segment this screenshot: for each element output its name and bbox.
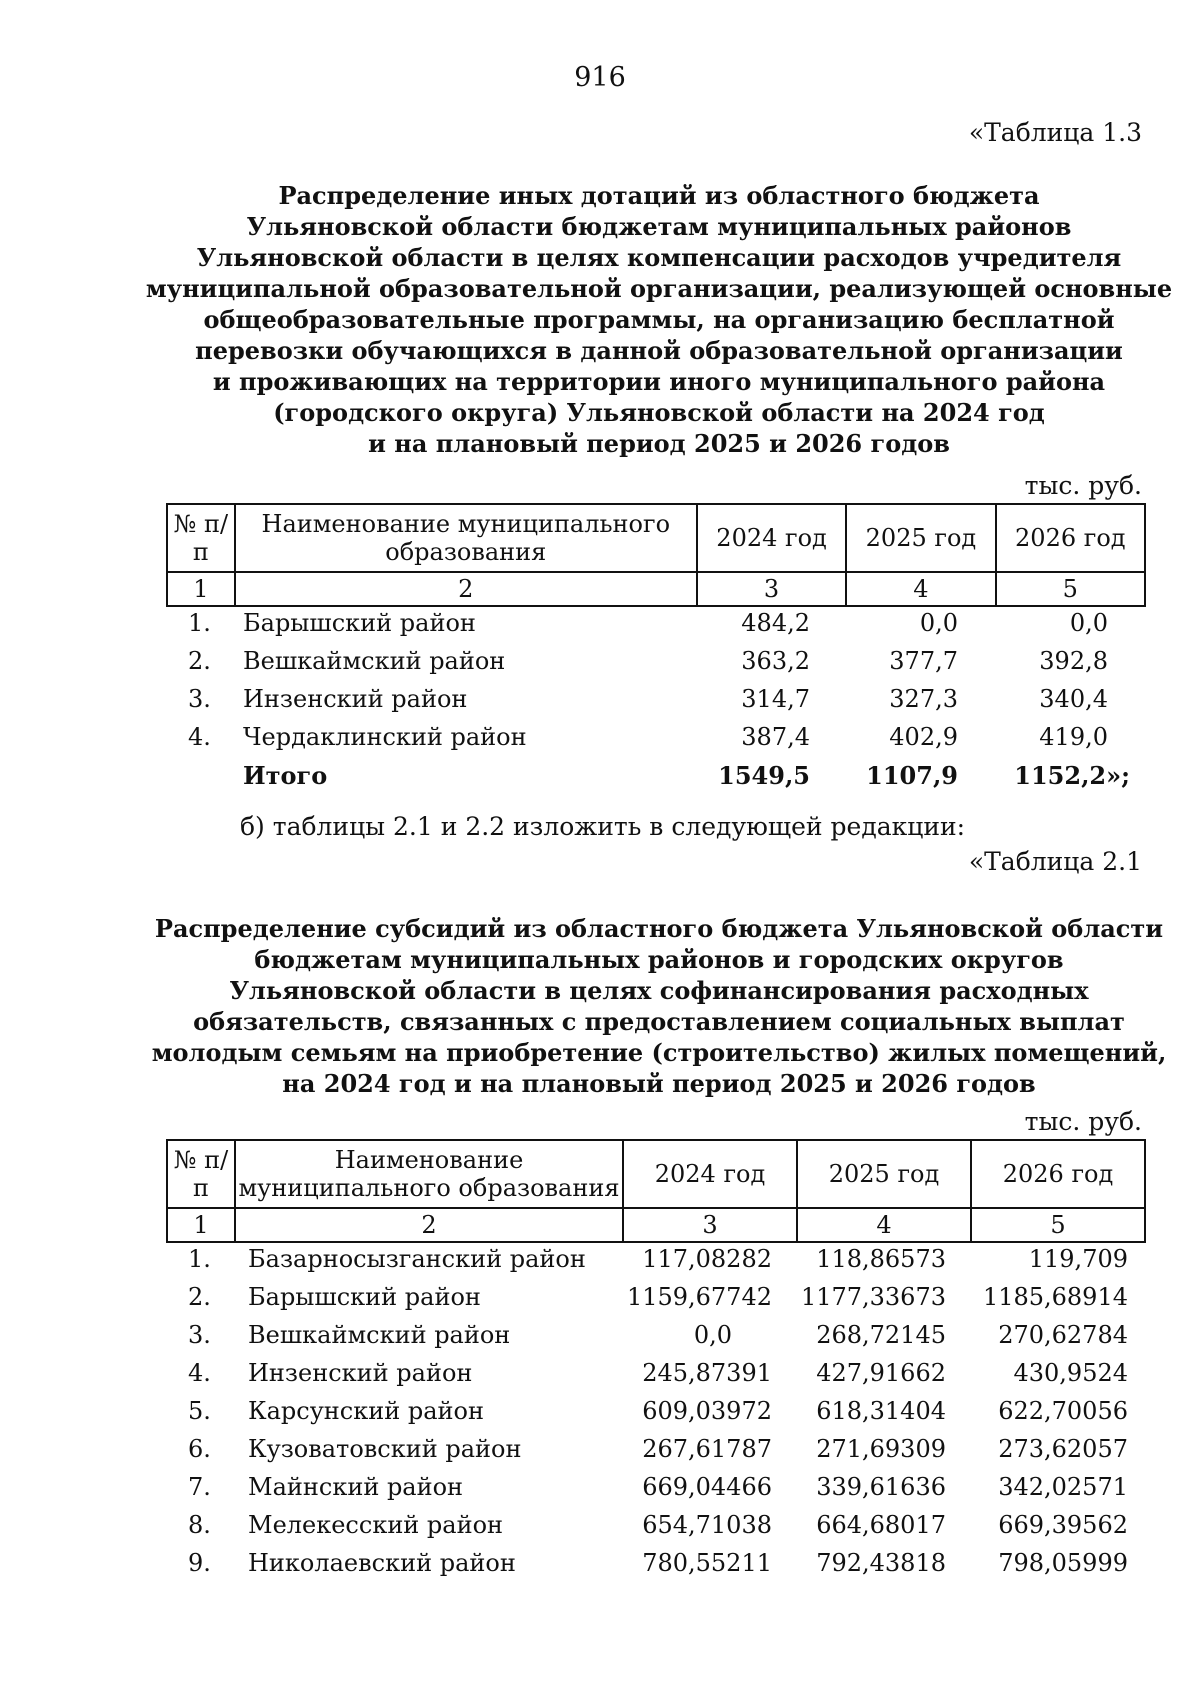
section1-table-body [0, 609, 1200, 799]
row-2024: 669,04466 [642, 1473, 772, 1501]
row-num: 3. [188, 1321, 211, 1349]
col-2024-header: 2024 год [623, 1140, 797, 1208]
section1-title [120, 180, 1198, 459]
col-num-header: № п/п [167, 1140, 235, 1208]
total-label: Итого [243, 761, 328, 790]
title-line: бюджетам муниципальных районов и городских округов [254, 945, 1064, 974]
title-line: обязательств, связанных с предоставлением социальных выплат [193, 1007, 1125, 1036]
row-num: 4. [188, 723, 211, 751]
row-2026: 273,62057 [998, 1435, 1128, 1463]
row-2025: 402,9 [889, 723, 958, 751]
row-2025: 268,72145 [816, 1321, 946, 1349]
row-name: Барышский район [243, 609, 476, 637]
total-row [0, 761, 1200, 799]
row-2026: 430,9524 [1013, 1359, 1128, 1387]
row-2026: 392,8 [1039, 647, 1108, 675]
row-num: 2. [188, 1283, 211, 1311]
title-line: общеобразовательные программы, на организацию бесплатной [203, 305, 1115, 334]
col-2026-header: 2026 год [971, 1140, 1145, 1208]
col-number: 1 [167, 572, 235, 606]
row-2026: 270,62784 [998, 1321, 1128, 1349]
table-row [0, 1549, 1200, 1587]
row-2024: 117,08282 [642, 1245, 772, 1273]
title-line: Ульяновской области бюджетам муниципальных районов [246, 212, 1072, 241]
row-2026: 1185,68914 [982, 1283, 1128, 1311]
row-2025: 618,31404 [816, 1397, 946, 1425]
title-line: Ульяновской области в целях компенсации расходов учредителя [196, 243, 1122, 272]
row-2024: 267,61787 [642, 1435, 772, 1463]
row-num: 1. [188, 609, 211, 637]
row-name: Николаевский район [248, 1549, 516, 1577]
table-row [0, 609, 1200, 647]
table-row [0, 1511, 1200, 1549]
row-2025: 339,61636 [816, 1473, 946, 1501]
row-num: 2. [188, 647, 211, 675]
row-2024: 780,55211 [642, 1549, 772, 1577]
table-row [0, 1435, 1200, 1473]
row-name: Инзенский район [243, 685, 468, 713]
row-2026: 340,4 [1039, 685, 1108, 713]
row-2025: 118,86573 [816, 1245, 946, 1273]
row-2025: 377,7 [889, 647, 958, 675]
row-2025: 1177,33673 [800, 1283, 946, 1311]
col-number: 5 [996, 572, 1145, 606]
row-num: 7. [188, 1473, 211, 1501]
row-2026: 798,05999 [998, 1549, 1128, 1577]
units-label: тыс. руб. [1024, 471, 1142, 500]
col-name-header: Наименование муниципального образования [235, 504, 697, 572]
row-2026: 622,70056 [998, 1397, 1128, 1425]
row-2024: 245,87391 [642, 1359, 772, 1387]
row-2025: 327,3 [889, 685, 958, 713]
row-2025: 792,43818 [816, 1549, 946, 1577]
row-num: 3. [188, 685, 211, 713]
col-num-header: № п/п [167, 504, 235, 572]
col-number: 3 [623, 1208, 797, 1242]
section2-table-body [0, 1245, 1200, 1587]
row-num: 9. [188, 1549, 211, 1577]
title-line: и на плановый период 2025 и 2026 годов [368, 429, 950, 458]
title-line: перевозки обучающихся в данной образовательной организации [195, 336, 1123, 365]
row-num: 5. [188, 1397, 211, 1425]
row-name: Чердаклинский район [243, 723, 527, 751]
row-2026: 0,0 [1069, 609, 1108, 637]
row-name: Инзенский район [248, 1359, 473, 1387]
units-label: тыс. руб. [1024, 1107, 1142, 1136]
row-name: Базарносызганский район [248, 1245, 586, 1273]
col-name-header: Наименование муниципального образования [235, 1140, 623, 1208]
title-line: Распределение иных дотаций из областного бюджета [278, 181, 1040, 210]
title-line: на 2024 год и на плановый период 2025 и 2026 годов [282, 1069, 1036, 1098]
title-line: Ульяновской области в целях софинансирования расходных [229, 976, 1089, 1005]
row-name: Карсунский район [248, 1397, 484, 1425]
row-name: Мелекесский район [248, 1511, 504, 1539]
total-2026: 1152,2»; [1014, 761, 1130, 790]
row-2024: 484,2 [741, 609, 810, 637]
row-2024: 314,7 [741, 685, 810, 713]
col-number: 5 [971, 1208, 1145, 1242]
table-row [0, 723, 1200, 761]
row-name: Барышский район [248, 1283, 481, 1311]
col-number: 1 [167, 1208, 235, 1242]
table-row [0, 647, 1200, 685]
row-2024: 0,0 [693, 1321, 732, 1349]
row-2025: 664,68017 [816, 1511, 946, 1539]
row-num: 6. [188, 1435, 211, 1463]
col-2025-header: 2025 год [797, 1140, 971, 1208]
row-num: 1. [188, 1245, 211, 1273]
row-2026: 419,0 [1039, 723, 1108, 751]
row-2024: 609,03972 [642, 1397, 772, 1425]
total-2025: 1107,9 [866, 761, 958, 790]
row-2025: 0,0 [919, 609, 958, 637]
row-2024: 1159,67742 [626, 1283, 772, 1311]
row-2026: 342,02571 [998, 1473, 1128, 1501]
title-line: Распределение субсидий из областного бюджета Ульяновской области [154, 914, 1164, 943]
row-name: Вешкаймский район [248, 1321, 511, 1349]
page-number: 916 [574, 62, 626, 93]
table-row [0, 1397, 1200, 1435]
row-2026: 119,709 [1028, 1245, 1128, 1273]
row-2024: 654,71038 [642, 1511, 772, 1539]
row-name: Майнский район [248, 1473, 464, 1501]
col-2024-header: 2024 год [697, 504, 846, 572]
row-2024: 387,4 [741, 723, 810, 751]
col-number: 2 [235, 572, 697, 606]
row-name: Вешкаймский район [243, 647, 506, 675]
table-row [0, 685, 1200, 723]
title-line: и проживающих на территории иного муниципального района [212, 367, 1106, 396]
total-2024: 1549,5 [718, 761, 810, 790]
col-number: 3 [697, 572, 846, 606]
row-2025: 427,91662 [816, 1359, 946, 1387]
section2-table-header [166, 1139, 1146, 1243]
section2-title [120, 913, 1198, 1099]
section1-table-header [166, 503, 1146, 607]
table-row [0, 1283, 1200, 1321]
table-row [0, 1321, 1200, 1359]
table-row [0, 1473, 1200, 1511]
row-name: Кузоватовский район [248, 1435, 522, 1463]
table-row [0, 1245, 1200, 1283]
col-number: 4 [797, 1208, 971, 1242]
title-line: муниципальной образовательной организации, реализующей основные [145, 274, 1173, 303]
col-number: 2 [235, 1208, 623, 1242]
title-line: (городского округа) Ульяновской области на 2024 год [273, 398, 1045, 427]
row-2026: 669,39562 [998, 1511, 1128, 1539]
col-2025-header: 2025 год [846, 504, 995, 572]
row-2024: 363,2 [741, 647, 810, 675]
amendment-text: б) таблицы 2.1 и 2.2 изложить в следующей редакции: [240, 812, 966, 841]
table-row [0, 1359, 1200, 1397]
col-number: 4 [846, 572, 995, 606]
title-line: молодым семьям на приобретение (строительство) жилых помещений, [151, 1038, 1167, 1067]
table-ref-1-3: «Таблица 1.3 [968, 118, 1142, 147]
table-ref-2-1: «Таблица 2.1 [968, 847, 1142, 876]
row-2025: 271,69309 [816, 1435, 946, 1463]
row-num: 8. [188, 1511, 211, 1539]
row-num: 4. [188, 1359, 211, 1387]
col-2026-header: 2026 год [996, 504, 1145, 572]
